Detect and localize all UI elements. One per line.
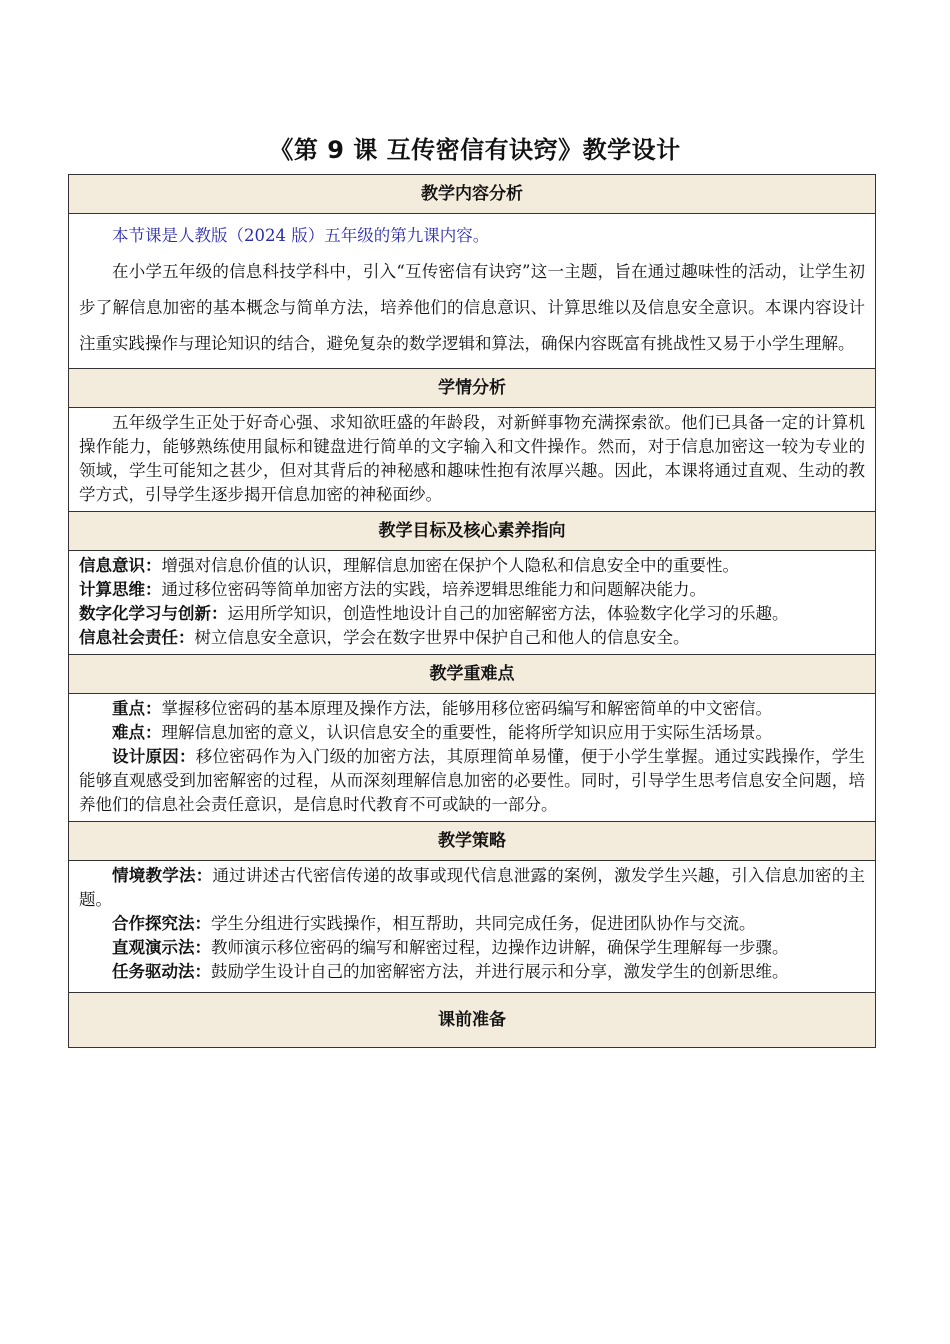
strategy-item (79, 864, 865, 912)
keypoint-item (79, 745, 865, 817)
goal-label: 数字化学习与创新： (79, 604, 228, 623)
section-body-keypoints (69, 694, 875, 822)
section-heading-strategy: 教学策略 (69, 822, 875, 861)
goal-text: 树立信息安全意识，学会在数字世界中保护自己和他人的信息安全。 (194, 628, 690, 647)
students-paragraph: 五年级学生正处于好奇心强、求知欲旺盛的年龄段，对新鲜事物充满探索欲。他们已具备一定的计算机操作能力，能够熟练使用鼠标和键盘进行简单的文字输入和文件操作。然而，对于信息加密这一较为专业的领域，学生可能知之甚少，但对其背后的神秘感和趣味性抱有浓厚兴趣。因此，本课将通过直观、生动的教学方式，引导学生逐步揭开信息加密的神秘面纱。 (79, 413, 865, 504)
strategy-text: 鼓励学生设计自己的加密解密方法，并进行展示和分享，激发学生的创新思维。 (211, 962, 789, 981)
lesson-plan-table (68, 174, 876, 1048)
strategy-label: 合作探究法： (112, 914, 211, 933)
keypoint-text: 移位密码作为入门级的加密方法，其原理简单易懂，便于小学生掌握。通过实践操作，学生能够直观感受到加密解密的过程，从而深刻理解信息加密的必要性。同时，引导学生思考信息安全问题，培养他们的信息社会责任意识，是信息时代教育不可或缺的一部分。 (79, 747, 866, 814)
section-heading-keypoints: 教学重难点 (69, 655, 875, 694)
goal-item (79, 578, 865, 602)
strategy-label: 任务驱动法： (112, 962, 211, 981)
section-heading-goals: 教学目标及核心素养指向 (69, 512, 875, 551)
strategy-label: 直观演示法： (112, 938, 211, 957)
strategy-item (79, 912, 865, 936)
goal-label: 信息社会责任： (79, 628, 195, 647)
section-body-strategy (69, 861, 875, 993)
keypoint-item (79, 697, 865, 721)
section-body-content (69, 214, 875, 369)
goal-text: 通过移位密码等简单加密方法的实践，培养逻辑思维能力和问题解决能力。 (161, 580, 706, 599)
content-paragraph-2: 在小学五年级的信息科技学科中，引入“互传密信有诀窍”这一主题，旨在通过趣味性的活动，让学生初步了解信息加密的基本概念与简单方法，培养他们的信息意识、计算思维以及信息安全意识。本课内容设计注重实践操作与理论知识的结合，避免复杂的数学逻辑和算法，确保内容既富有挑战性又易于小学生理解。 (79, 262, 865, 353)
section-heading-students: 学情分析 (69, 369, 875, 408)
strategy-label: 情境教学法： (112, 866, 213, 885)
section-heading-content: 教学内容分析 (69, 175, 875, 214)
goal-text: 增强对信息价值的认识，理解信息加密在保护个人隐私和信息安全中的重要性。 (161, 556, 739, 575)
keypoint-text: 掌握移位密码的基本原理及操作方法，能够用移位密码编写和解密简单的中文密信。 (161, 699, 772, 718)
strategy-text: 教师演示移位密码的编写和解密过程，边操作边讲解，确保学生理解每一步骤。 (211, 938, 789, 957)
strategy-text: 通过讲述古代密信传递的故事或现代信息泄露的案例，激发学生兴趣，引入信息加密的主题。 (79, 866, 866, 909)
section-body-goals (69, 551, 875, 655)
strategy-text: 学生分组进行实践操作，相互帮助，共同完成任务，促进团队协作与交流。 (211, 914, 756, 933)
section-heading-prep: 课前准备 (69, 993, 875, 1047)
document-title: 《第 9 课 互传密信有诀窍》教学设计 (269, 136, 681, 164)
keypoint-label: 难点： (112, 723, 162, 742)
keypoint-text: 理解信息加密的意义，认识信息安全的重要性，能将所学知识应用于实际生活场景。 (161, 723, 772, 742)
keypoint-label: 重点： (112, 699, 162, 718)
goal-label: 计算思维： (79, 580, 162, 599)
keypoint-item (79, 721, 865, 745)
goal-text: 运用所学知识，创造性地设计自己的加密解密方法，体验数字化学习的乐趣。 (227, 604, 789, 623)
section-body-students (69, 408, 875, 512)
goal-label: 信息意识： (79, 556, 162, 575)
goal-item (79, 602, 865, 626)
strategy-item (79, 960, 865, 984)
goal-item (79, 554, 865, 578)
goal-item (79, 626, 865, 650)
content-paragraph-1: 本节课是人教版（2024 版）五年级的第九课内容。 (112, 226, 490, 245)
strategy-item (79, 936, 865, 960)
keypoint-label: 设计原因： (112, 747, 196, 766)
